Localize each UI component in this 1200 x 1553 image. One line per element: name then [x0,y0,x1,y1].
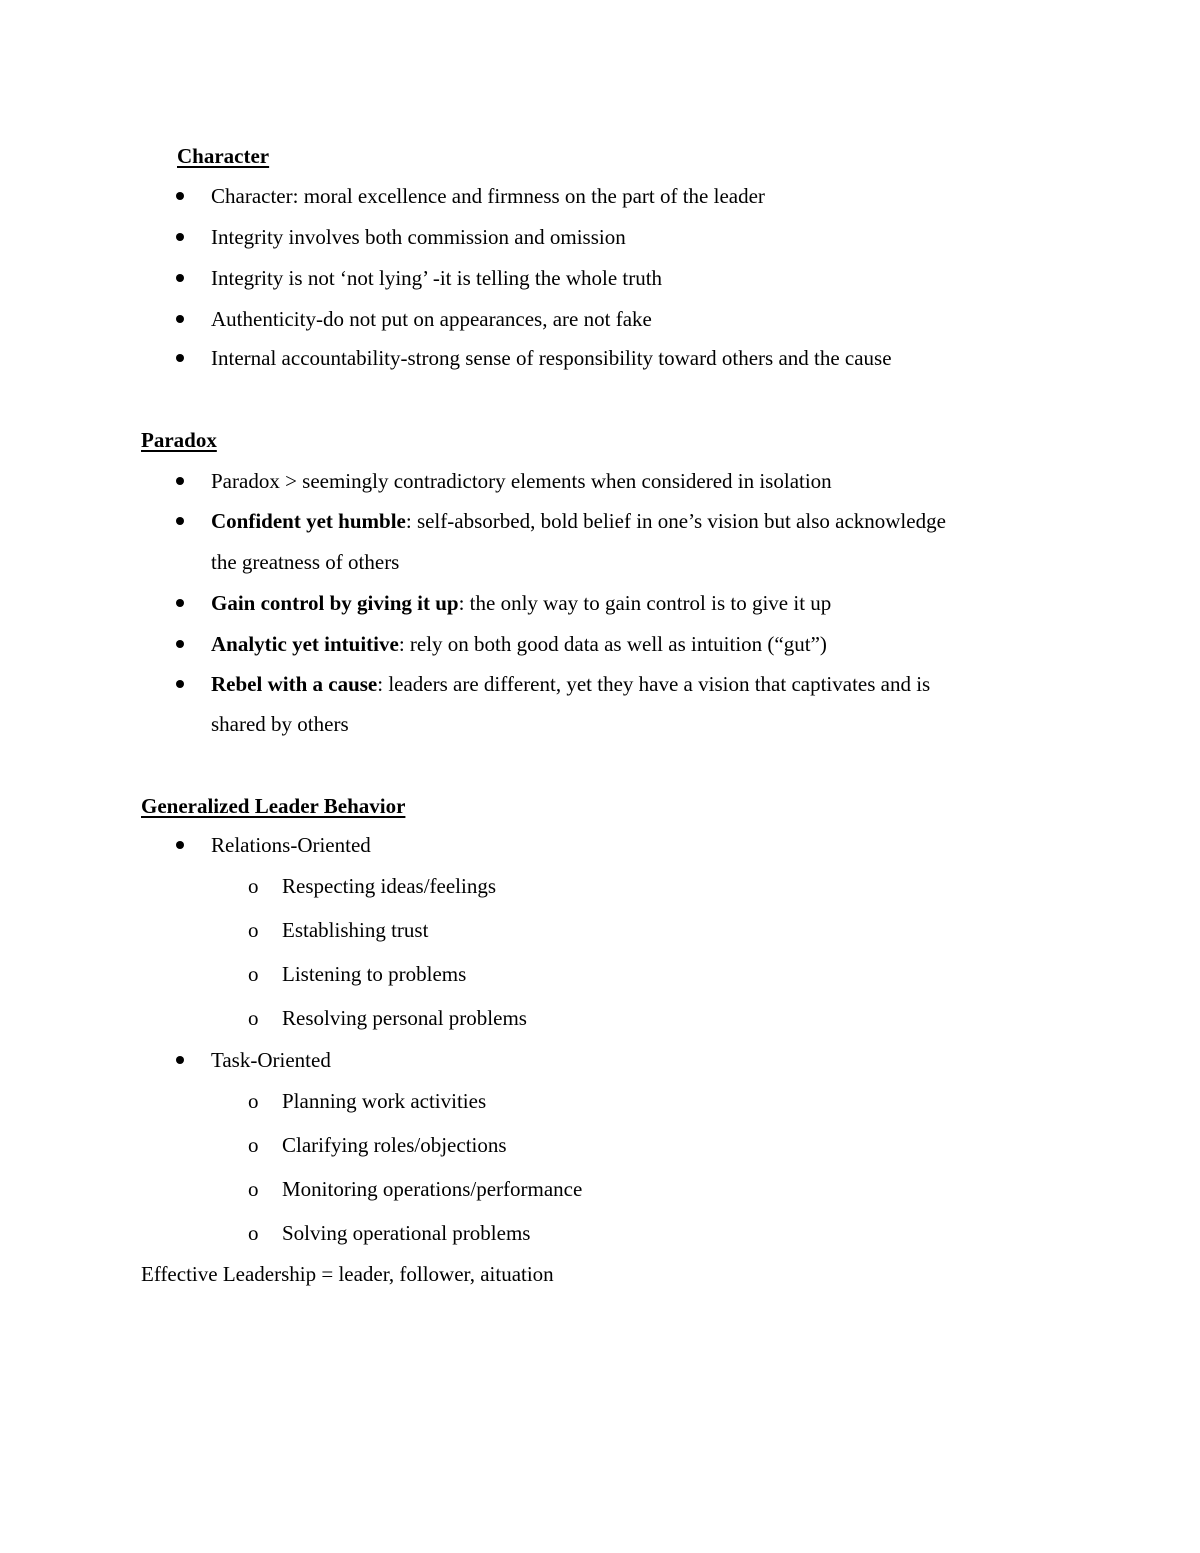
character-item-3: Integrity is not ‘not lying’ -it is telling the whole truth [211,266,663,290]
circle-bullet-icon: o [248,1089,259,1113]
paradox-item-4 [211,632,827,656]
task-oriented-label: Task-Oriented [211,1048,331,1072]
behavior-heading: Generalized Leader Behavior [141,794,406,818]
relations-item-2: Establishing trust [282,918,429,942]
effective-leadership-line: Effective Leadership = leader, follower, aituation [141,1262,554,1286]
paradox-item-2-desc: : self-absorbed, bold belief in one’s vision but also acknowledge [405,509,946,533]
paradox-item-5-term: Rebel with a cause [211,672,378,696]
paradox-heading: Paradox [141,428,217,452]
paradox-item-2-term: Confident yet humble [211,509,406,533]
circle-bullet-icon: o [248,1006,259,1030]
paradox-item-3-term: Gain control by giving it up [211,591,459,615]
paradox-item-1: Paradox > seemingly contradictory elements when considered in isolation [211,469,832,493]
character-item-2: Integrity involves both commission and omission [211,225,626,249]
bullet-icon [176,477,184,485]
bullet-icon [176,233,184,241]
circle-bullet-icon: o [248,874,259,898]
bullet-icon [176,192,184,200]
circle-bullet-icon: o [248,918,259,942]
bullet-icon [176,1056,184,1064]
paradox-item-2 [211,509,946,533]
bullet-icon [176,680,184,688]
paradox-item-4-term: Analytic yet intuitive [211,632,399,656]
task-item-2: Clarifying roles/objections [282,1133,507,1157]
paradox-item-5 [211,672,930,696]
paradox-item-5-continuation: shared by others [211,712,349,736]
bullet-icon [176,274,184,282]
circle-bullet-icon: o [248,1177,259,1201]
relations-item-3: Listening to problems [282,962,467,986]
circle-bullet-icon: o [248,1133,259,1157]
bullet-icon [176,599,184,607]
relations-item-1: Respecting ideas/feelings [282,874,497,898]
circle-bullet-icon: o [248,962,259,986]
relations-item-4: Resolving personal problems [282,1006,527,1030]
bullet-icon [176,517,184,525]
character-item-4: Authenticity-do not put on appearances, are not fake [211,307,652,331]
bullet-icon [176,841,184,849]
paradox-item-3 [211,591,831,615]
bullet-icon [176,315,184,323]
paradox-item-2-continuation: the greatness of others [211,550,400,574]
task-item-4: Solving operational problems [282,1221,531,1245]
circle-bullet-icon: o [248,1221,259,1245]
character-heading: Character [177,144,270,168]
bullet-icon [176,354,184,362]
paradox-item-4-desc: : rely on both good data as well as intuition (“gut”) [398,632,827,656]
character-item-1: Character: moral excellence and firmness on the part of the leader [211,184,765,208]
bullet-icon [176,640,184,648]
paradox-item-5-desc: : leaders are different, yet they have a vision that captivates and is [377,672,931,696]
paradox-item-3-desc: : the only way to gain control is to give it up [458,591,832,615]
task-item-1: Planning work activities [282,1089,487,1113]
task-item-3: Monitoring operations/performance [282,1177,583,1201]
relations-oriented-label: Relations-Oriented [211,833,371,857]
character-item-5: Internal accountability-strong sense of responsibility toward others and the cause [211,346,892,370]
